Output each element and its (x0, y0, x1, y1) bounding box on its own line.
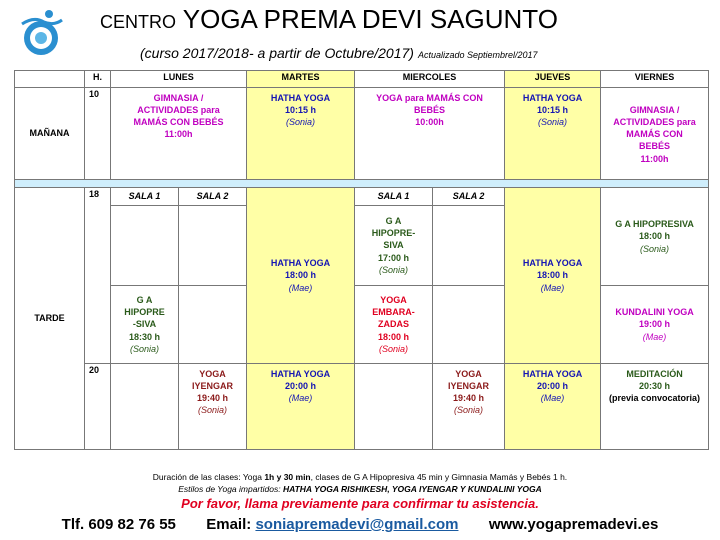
class-line: ZADAS (378, 319, 410, 330)
class-line: 10:00h (415, 117, 444, 128)
col-jueves: JUEVES (505, 71, 601, 88)
text-span: (curso 2017/2018- a partir de Octubre/2017) (140, 45, 414, 61)
tarde-jueves-18 (505, 188, 601, 364)
class-line: (Sonia) (379, 264, 409, 275)
manana-hour: 10 (85, 88, 111, 180)
manana-row (15, 88, 709, 180)
tarde-miercoles-iyengar (433, 364, 505, 450)
class-line: YOGA para MAMÁS CON (376, 93, 483, 103)
class-line: 11:00h (640, 153, 669, 164)
lunes-sala1-empty (111, 206, 179, 286)
class-line: G A (385, 216, 402, 227)
tarde-hour-20: 20 (85, 364, 111, 450)
class-line: G A HIPOPRESIVA (615, 219, 694, 230)
lunes-sala2-empty-b (179, 286, 247, 364)
tarde-viernes-kundalini (601, 286, 709, 364)
class-line: (Mae) (288, 393, 313, 404)
class-line: EMBARA- (372, 307, 415, 318)
class-line: 20:30 h (639, 381, 671, 392)
sala-2-miercoles: SALA 2 (433, 188, 505, 206)
header-row (15, 71, 709, 88)
tarde-miercoles-embarazadas (355, 286, 433, 364)
manana-miercoles-class (355, 88, 505, 180)
class-line: (Sonia) (129, 343, 159, 354)
class-line: GIMNASIA / (153, 93, 204, 103)
class-line: 17:00 h (378, 252, 410, 263)
class-line: 20:00 h (285, 381, 317, 392)
tarde-martes-18 (247, 188, 355, 364)
class-line: 19:40 h (196, 393, 229, 404)
text-span: 1h y 30 min (264, 472, 311, 482)
lunes-sala2-empty (179, 206, 247, 286)
class-line: (Mae) (642, 331, 667, 342)
tarde-miercoles-hipopresiva (355, 206, 433, 286)
class-line: (Sonia) (454, 405, 484, 416)
class-line: MEDITACIÓN (626, 369, 683, 379)
class-line: HATHA YOGA (270, 369, 331, 379)
class-line: 18:30 h (128, 331, 161, 342)
class-line: KUNDALINI YOGA (615, 307, 694, 318)
class-line: BEBÉS (414, 105, 446, 116)
page-subtitle (140, 45, 538, 61)
class-line: 20:00 h (537, 381, 569, 392)
class-line: HATHA YOGA (270, 258, 331, 269)
class-line: 18:00 h (285, 270, 317, 281)
class-line: 18:00 h (639, 231, 671, 242)
class-line: 18:00 h (537, 270, 569, 281)
col-lunes: LUNES (111, 71, 247, 88)
class-line: ACTIVIDADES para (613, 117, 696, 128)
tarde-lunes-iyengar (179, 364, 247, 450)
class-line: 19:00 h (639, 319, 671, 330)
class-line: IYENGAR (448, 381, 490, 392)
lunes-sala1-empty-c (111, 364, 179, 450)
class-line: HIPOPRE (124, 307, 165, 318)
class-line: (Mae) (288, 282, 313, 293)
class-line: 18:00 h (378, 331, 410, 342)
class-line: 10:15 h (537, 105, 569, 116)
text-span: Duración de las clases: Yoga (152, 472, 265, 482)
class-line: GIMNASIA / (629, 105, 680, 115)
class-line: IYENGAR (192, 381, 234, 392)
tarde-label: TARDE (15, 188, 85, 450)
class-line: YOGA (380, 295, 407, 306)
text-span: , clases de G A Hipopresiva 45 min y Gimnasia Mamás y Bebés 1 h. (310, 472, 568, 482)
sala-1-miercoles: SALA 1 (355, 188, 433, 206)
tarde-hour-18: 18 (85, 188, 111, 364)
phone-text: Tlf. 609 82 76 55 (61, 516, 176, 533)
class-line: (previa convocatoria) (609, 393, 701, 404)
separator-row (15, 180, 709, 188)
col-martes: MARTES (247, 71, 355, 88)
class-line: (Sonia) (379, 343, 409, 354)
miercoles-sala2-empty (433, 206, 505, 286)
text-span: Estilos de Yoga impartidos: (178, 484, 283, 494)
class-line: BEBÉS (639, 141, 671, 152)
class-line: (Sonia) (286, 117, 316, 128)
class-line: HIPOPRE- (371, 228, 416, 239)
class-line: MAMÁS CON BEBÉS (133, 117, 224, 128)
class-line: SIVA (383, 240, 404, 251)
duration-note (0, 472, 720, 482)
col-hour: H. (85, 71, 111, 88)
class-line: G A (136, 295, 153, 306)
class-line: YOGA (455, 369, 482, 379)
class-line: HATHA YOGA (522, 258, 583, 269)
manana-jueves-class (505, 88, 601, 180)
website-link[interactable]: www.yogapremadevi.es (488, 516, 659, 533)
sala-2-lunes: SALA 2 (179, 188, 247, 206)
separator-bar (15, 180, 709, 188)
class-line: (Mae) (540, 282, 565, 293)
class-line: 11:00h (164, 129, 193, 140)
tarde-row-20 (15, 364, 709, 450)
text-span: YOGA PREMA DEVI SAGUNTO (182, 4, 558, 34)
class-line: MAMÁS CON (626, 129, 683, 140)
tarde-viernes-meditacion (601, 364, 709, 450)
col-viernes: VIERNES (601, 71, 709, 88)
notice-text: Por favor, llama previamente para confirmar tu asistencia. (181, 496, 539, 511)
styles-note (0, 484, 720, 494)
logo-icon (14, 6, 66, 58)
manana-viernes-class (601, 88, 709, 180)
tarde-row-1830 (15, 286, 709, 364)
contact-line (0, 516, 720, 533)
miercoles-sala1-empty-c (355, 364, 433, 450)
class-line: HATHA YOGA (522, 369, 583, 379)
tarde-viernes-hipopresiva (601, 188, 709, 286)
class-line: (Mae) (540, 393, 565, 404)
class-line: 10:15 h (285, 105, 317, 116)
page-title (100, 4, 700, 35)
tarde-jueves-20 (505, 364, 601, 450)
manana-label: MAÑANA (15, 88, 85, 180)
updated-note: Actualizado Septiembrel/2017 (417, 50, 538, 60)
col-miercoles: MIERCOLES (355, 71, 505, 88)
tarde-martes-20 (247, 364, 355, 450)
sala-1-lunes: SALA 1 (111, 188, 179, 206)
corner-cell (15, 71, 85, 88)
email-link[interactable]: soniapremadevi@gmail.com (255, 516, 459, 533)
tarde-lunes-hipopresiva (111, 286, 179, 364)
manana-lunes-class (111, 88, 247, 180)
miercoles-sala2-empty-b (433, 286, 505, 364)
schedule-table (14, 70, 709, 450)
class-line: ACTIVIDADES para (137, 105, 220, 116)
class-line: (Sonia) (198, 405, 228, 416)
class-line: YOGA (199, 369, 226, 379)
class-line: 19:40 h (453, 393, 485, 404)
text-span: CENTRO (100, 12, 176, 32)
class-line: HATHA YOGA (270, 93, 331, 103)
class-line: (Sonia) (538, 117, 568, 128)
tarde-row-sala (15, 188, 709, 206)
class-line: HATHA YOGA (522, 93, 583, 103)
class-line: (Sonia) (640, 243, 670, 254)
email-label: Email: (206, 516, 256, 533)
text-span: HATHA YOGA RISHIKESH, YOGA IYENGAR Y KUNDALINI YOGA (282, 484, 542, 494)
class-line: -SIVA (132, 319, 157, 330)
manana-martes-class (247, 88, 355, 180)
